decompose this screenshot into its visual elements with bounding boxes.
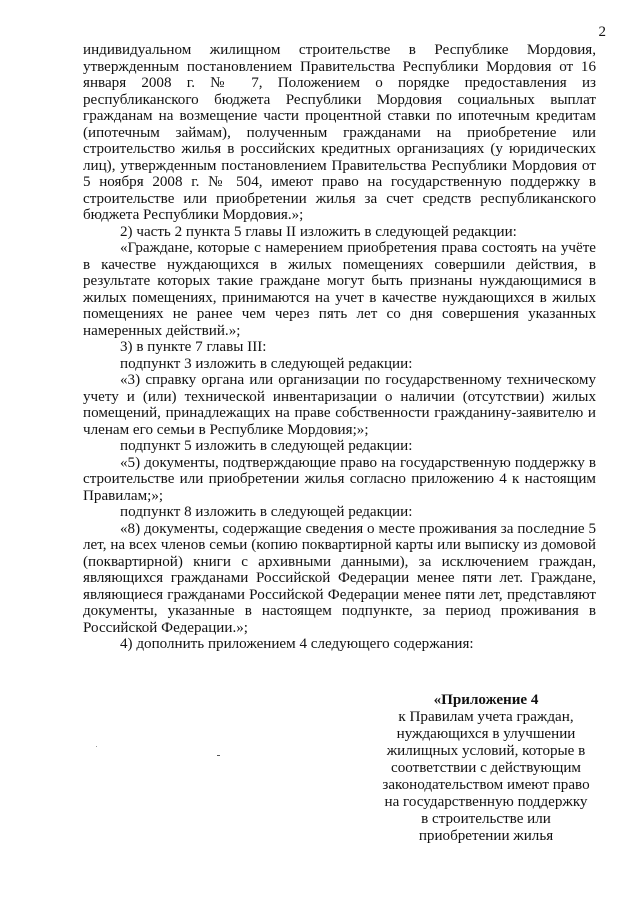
page-number: 2: [598, 24, 606, 40]
appendix-title: «Приложение 4: [433, 692, 539, 708]
paragraph-subitem-3-heading: подпункт 3 изложить в следующей редакции:: [120, 355, 413, 372]
paragraph-item-2: 2) часть 2 пункта 5 главы II изложить в следующей редакции:: [120, 223, 517, 240]
appendix-header: [380, 692, 592, 845]
paragraph-subitem-8-heading: подпункт 8 изложить в следующей редакции:: [120, 504, 413, 520]
paragraph-item-3: 3) в пункте 7 главы III:: [120, 339, 267, 355]
paragraph-continuation: индивидуальном жилищном строительстве в Республике Мордовия, утвержденным постановлением Правительства Республики Мордовия от 16 января 2008 г. № 7, Положением о порядке предоставления из республиканского бюджета Республики Мордовия социальных выплат гражданам на возмещение части процентной ставки по ипотечным кредитам (ипотечным займам), полученным гражданами на приобретение или строительство жилья в российских кредитных организациях (у юридических лиц), утвержденным постановлением Правительства Республики Мордовия от 5 ноября 2008 г. № 504, имеют право на государственную поддержку в строительстве или приобретении жилья за счет средств республиканского бюджета Республики Мордовия.»;: [83, 42, 596, 223]
scan-artifact: [217, 755, 220, 756]
scan-artifact: [96, 746, 97, 747]
paragraph-item-4: 4) дополнить приложением 4 следующего содержания:: [120, 636, 474, 652]
paragraph-subitem-3-text: «3) справку органа или организации по государственному техническому учету и (или) технической инвентаризации о наличии (отсутствии) жилых помещений, принадлежащих на праве собственности гражданину-заявителю и членам его семьи в Республике Мордовия;»;: [83, 372, 596, 438]
paragraph-subitem-5-text: «5) документы, подтверждающие право на государственную поддержку в строительстве или приобретении жилья согласно приложению 4 к настоящим Правилам;»;: [83, 454, 596, 504]
paragraph-subitem-8-text: «8) документы, содержащие сведения о месте проживания за последние 5 лет, на всех членов семьи (копию поквартирной карты или выписку из домовой (поквартирной) книги с архивными данными), за исключением граждан, являющихся гражданами Российской Федерации менее пяти лет. Граждане, являющиеся гражданами Российской Федерации менее пяти лет, представляют документы, указанные в настоящем подпункте, за период проживания в Российской Федерации.»;: [83, 520, 596, 636]
document-body: [83, 42, 596, 653]
paragraph-quote-citizens: «Граждане, которые с намерением приобретения права состоять на учёте в качестве нуждающихся в жилых помещениях совершили действия, в результате которых такие граждане могут быть признаны нуждающимися в жилых помещениях, принимаются на учет в качестве нуждающихся в жилых помещениях не ранее чем через пять лет со дня совершения указанных намеренных действий.»;: [83, 240, 596, 339]
paragraph-subitem-5-heading: подпункт 5 изложить в следующей редакции:: [120, 438, 413, 454]
appendix-caption: к Правилам учета граждан, нуждающихся в улучшении жилищных условий, которые в соответствии с действующим законодательством имеют право на государственную поддержку в строительстве или приобретении жилья: [382, 709, 590, 844]
